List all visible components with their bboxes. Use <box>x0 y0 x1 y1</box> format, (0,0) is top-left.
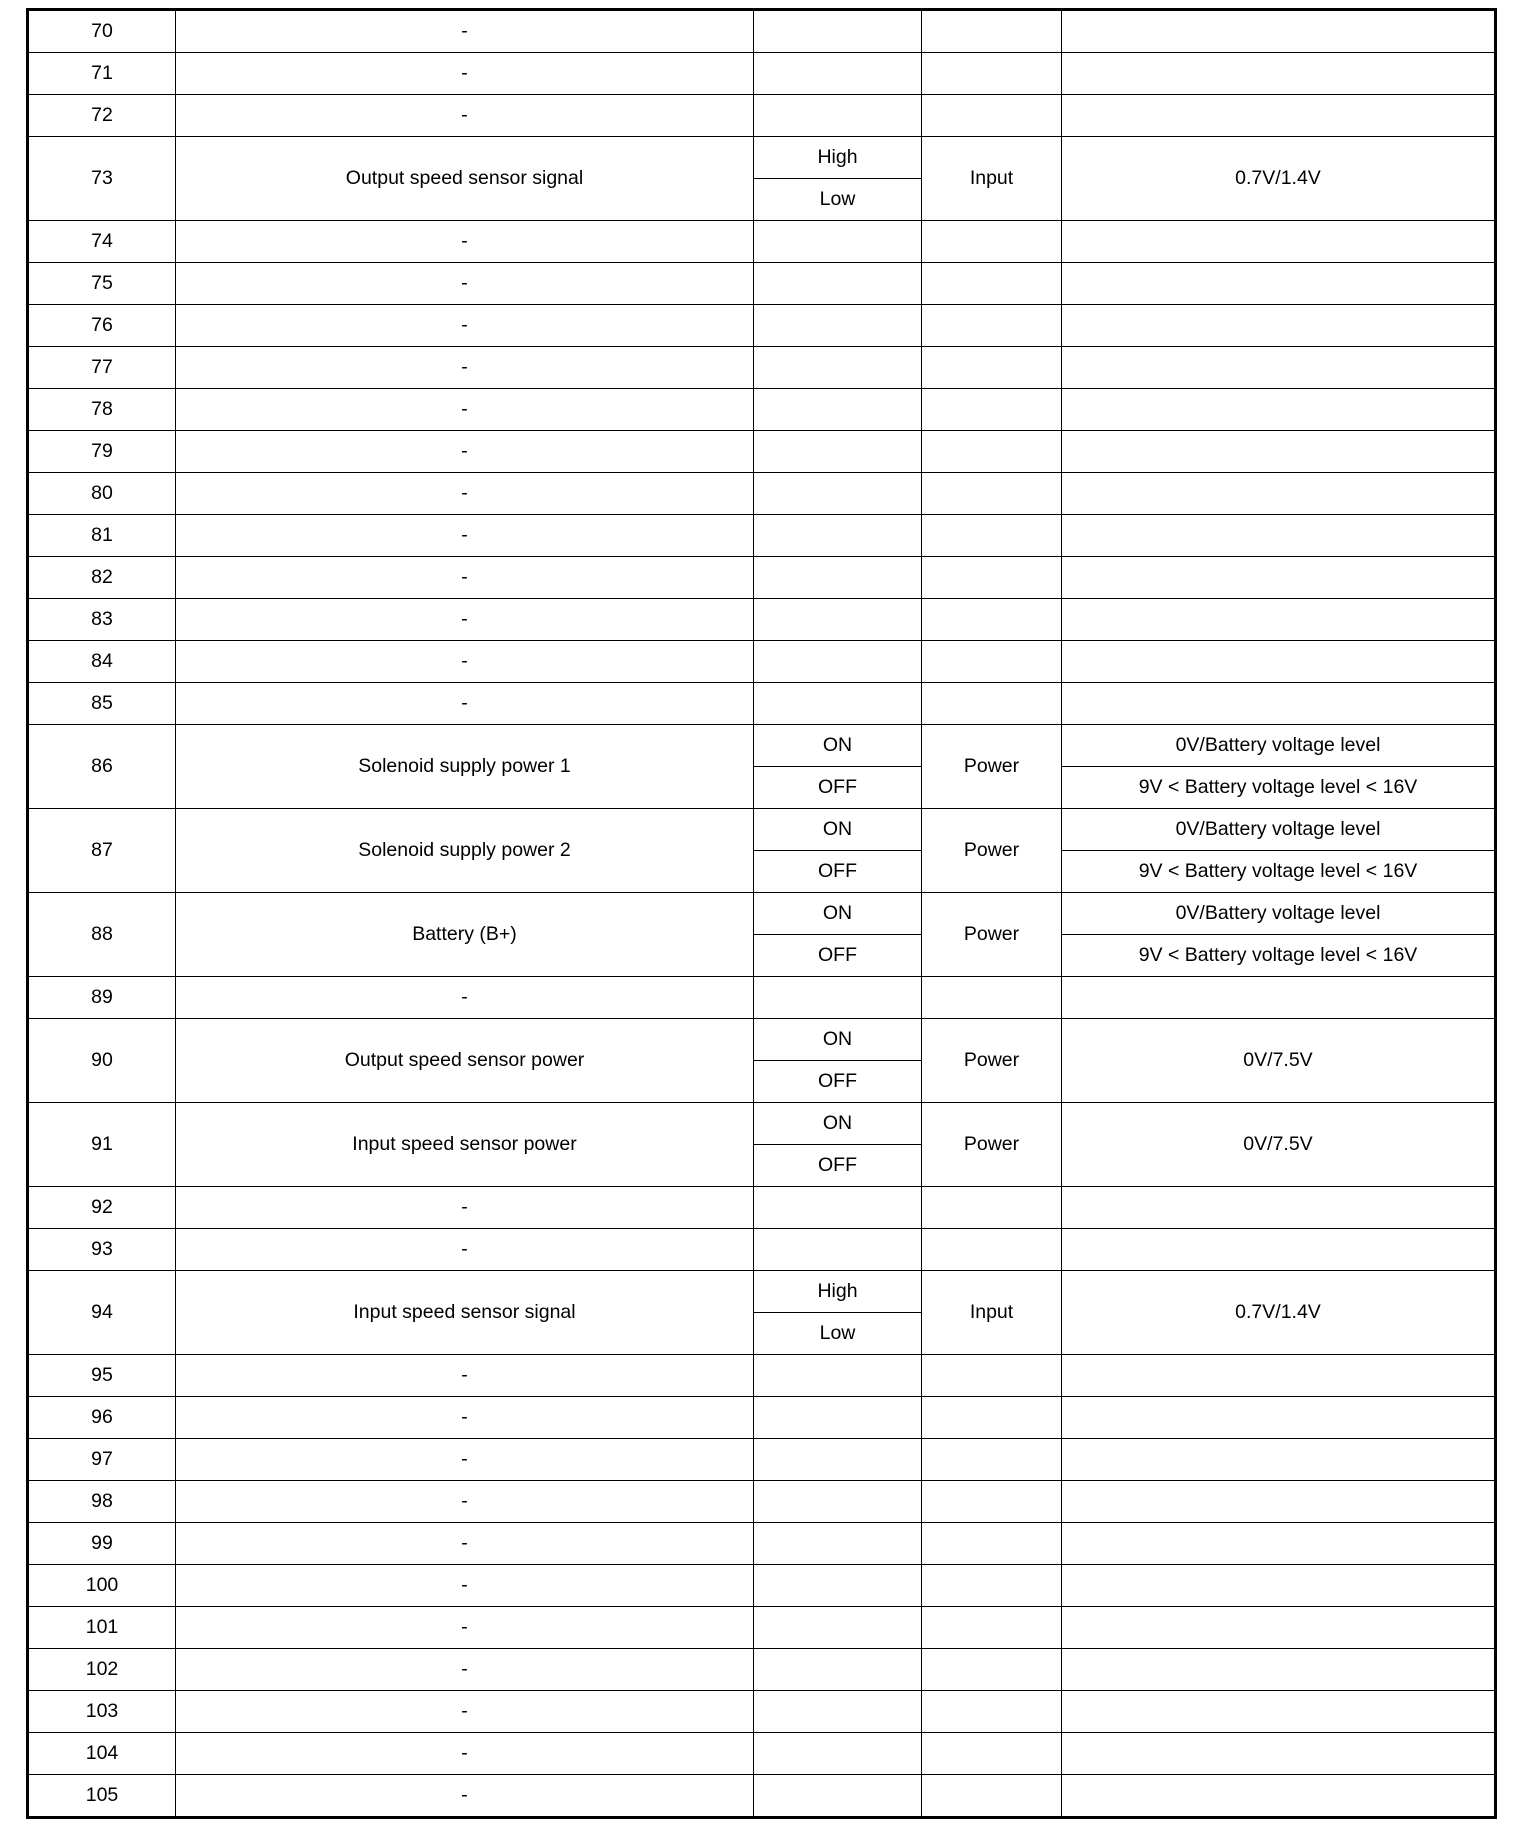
description-cell: - <box>176 221 754 263</box>
description-cell: Battery (B+) <box>176 893 754 977</box>
type-cell <box>922 221 1062 263</box>
description-cell: - <box>176 305 754 347</box>
pin-number-cell: 99 <box>28 1523 176 1565</box>
description-cell: - <box>176 599 754 641</box>
state-cell <box>754 1397 922 1439</box>
table-row <box>28 221 1496 263</box>
type-cell: Input <box>922 137 1062 221</box>
description-cell: - <box>176 1187 754 1229</box>
pin-number-cell: 80 <box>28 473 176 515</box>
description-cell: Output speed sensor power <box>176 1019 754 1103</box>
table-row <box>28 1649 1496 1691</box>
pin-number-cell: 90 <box>28 1019 176 1103</box>
table-row <box>28 137 1496 179</box>
value-cell: 0.7V/1.4V <box>1062 1271 1496 1355</box>
state-cell <box>754 683 922 725</box>
pin-number-cell: 86 <box>28 725 176 809</box>
pin-number-cell: 93 <box>28 1229 176 1271</box>
description-cell: - <box>176 1523 754 1565</box>
description-cell: - <box>176 1733 754 1775</box>
value-cell: 0V/Battery voltage level <box>1062 893 1496 935</box>
description-cell: - <box>176 263 754 305</box>
value-cell <box>1062 1523 1496 1565</box>
table-row <box>28 1607 1496 1649</box>
pin-number-cell: 85 <box>28 683 176 725</box>
table-row <box>28 725 1496 767</box>
pin-number-cell: 94 <box>28 1271 176 1355</box>
description-cell: - <box>176 389 754 431</box>
description-cell: - <box>176 53 754 95</box>
type-cell: Power <box>922 1019 1062 1103</box>
state-cell <box>754 1607 922 1649</box>
description-cell: - <box>176 431 754 473</box>
description-cell: - <box>176 1565 754 1607</box>
pin-number-cell: 103 <box>28 1691 176 1733</box>
pin-number-cell: 77 <box>28 347 176 389</box>
table-row <box>28 10 1496 53</box>
table-row <box>28 305 1496 347</box>
state-cell <box>754 1229 922 1271</box>
description-cell: - <box>176 95 754 137</box>
value-cell <box>1062 599 1496 641</box>
state-cell: High <box>754 137 922 179</box>
value-cell: 0V/7.5V <box>1062 1103 1496 1187</box>
type-cell: Input <box>922 1271 1062 1355</box>
state-cell <box>754 599 922 641</box>
description-cell: - <box>176 1229 754 1271</box>
type-cell <box>922 95 1062 137</box>
type-cell <box>922 1607 1062 1649</box>
description-cell: - <box>176 10 754 53</box>
description-cell: - <box>176 473 754 515</box>
value-cell <box>1062 1691 1496 1733</box>
description-cell: - <box>176 347 754 389</box>
value-cell <box>1062 347 1496 389</box>
type-cell <box>922 557 1062 599</box>
table-row <box>28 977 1496 1019</box>
pin-number-cell: 78 <box>28 389 176 431</box>
table-row <box>28 683 1496 725</box>
type-cell <box>922 305 1062 347</box>
state-cell <box>754 389 922 431</box>
value-cell <box>1062 10 1496 53</box>
state-cell <box>754 641 922 683</box>
type-cell <box>922 1187 1062 1229</box>
description-cell: Input speed sensor power <box>176 1103 754 1187</box>
state-cell: High <box>754 1271 922 1313</box>
value-cell <box>1062 1229 1496 1271</box>
state-cell <box>754 347 922 389</box>
type-cell <box>922 473 1062 515</box>
description-cell: - <box>176 557 754 599</box>
state-cell: ON <box>754 725 922 767</box>
description-cell: - <box>176 1607 754 1649</box>
table-row <box>28 599 1496 641</box>
table-row <box>28 1019 1496 1061</box>
state-cell: OFF <box>754 1145 922 1187</box>
value-cell <box>1062 1355 1496 1397</box>
table-row <box>28 893 1496 935</box>
state-cell <box>754 53 922 95</box>
state-cell <box>754 95 922 137</box>
state-cell <box>754 1691 922 1733</box>
value-cell <box>1062 1439 1496 1481</box>
state-cell <box>754 557 922 599</box>
value-cell <box>1062 1775 1496 1818</box>
state-cell: OFF <box>754 1061 922 1103</box>
state-cell: ON <box>754 1103 922 1145</box>
type-cell <box>922 1691 1062 1733</box>
description-cell: - <box>176 683 754 725</box>
value-cell <box>1062 515 1496 557</box>
state-cell <box>754 1523 922 1565</box>
pin-number-cell: 92 <box>28 1187 176 1229</box>
value-cell: 0.7V/1.4V <box>1062 137 1496 221</box>
type-cell <box>922 1229 1062 1271</box>
value-cell <box>1062 977 1496 1019</box>
value-cell <box>1062 1607 1496 1649</box>
state-cell <box>754 515 922 557</box>
value-cell <box>1062 53 1496 95</box>
table-row <box>28 347 1496 389</box>
value-cell <box>1062 641 1496 683</box>
value-cell: 9V < Battery voltage level < 16V <box>1062 935 1496 977</box>
pin-number-cell: 72 <box>28 95 176 137</box>
table-row <box>28 809 1496 851</box>
type-cell <box>922 1523 1062 1565</box>
pin-number-cell: 102 <box>28 1649 176 1691</box>
description-cell: - <box>176 1355 754 1397</box>
table-body <box>28 10 1496 1818</box>
type-cell <box>922 1733 1062 1775</box>
value-cell <box>1062 1733 1496 1775</box>
value-cell: 0V/7.5V <box>1062 1019 1496 1103</box>
type-cell <box>922 977 1062 1019</box>
pin-number-cell: 74 <box>28 221 176 263</box>
state-cell <box>754 1481 922 1523</box>
pin-number-cell: 83 <box>28 599 176 641</box>
type-cell <box>922 515 1062 557</box>
value-cell <box>1062 431 1496 473</box>
description-cell: Solenoid supply power 2 <box>176 809 754 893</box>
pin-number-cell: 95 <box>28 1355 176 1397</box>
pin-number-cell: 81 <box>28 515 176 557</box>
description-cell: - <box>176 1481 754 1523</box>
state-cell <box>754 1187 922 1229</box>
pin-number-cell: 84 <box>28 641 176 683</box>
table-row <box>28 95 1496 137</box>
type-cell <box>922 10 1062 53</box>
pin-number-cell: 96 <box>28 1397 176 1439</box>
state-cell <box>754 473 922 515</box>
value-cell: 9V < Battery voltage level < 16V <box>1062 851 1496 893</box>
state-cell <box>754 1649 922 1691</box>
value-cell <box>1062 683 1496 725</box>
table-row <box>28 641 1496 683</box>
state-cell <box>754 1565 922 1607</box>
pin-number-cell: 73 <box>28 137 176 221</box>
pin-number-cell: 105 <box>28 1775 176 1818</box>
state-cell <box>754 221 922 263</box>
pin-number-cell: 89 <box>28 977 176 1019</box>
pin-number-cell: 75 <box>28 263 176 305</box>
table-row <box>28 263 1496 305</box>
state-cell <box>754 1355 922 1397</box>
type-cell <box>922 1397 1062 1439</box>
description-cell: - <box>176 1397 754 1439</box>
description-cell: - <box>176 977 754 1019</box>
type-cell <box>922 389 1062 431</box>
description-cell: Solenoid supply power 1 <box>176 725 754 809</box>
pin-number-cell: 101 <box>28 1607 176 1649</box>
table-row <box>28 1523 1496 1565</box>
type-cell <box>922 347 1062 389</box>
table-row <box>28 1397 1496 1439</box>
pin-number-cell: 76 <box>28 305 176 347</box>
type-cell <box>922 599 1062 641</box>
type-cell <box>922 431 1062 473</box>
value-cell <box>1062 389 1496 431</box>
state-cell: Low <box>754 179 922 221</box>
value-cell <box>1062 1481 1496 1523</box>
state-cell: ON <box>754 893 922 935</box>
type-cell <box>922 1481 1062 1523</box>
type-cell <box>922 1649 1062 1691</box>
table-row <box>28 1733 1496 1775</box>
value-cell <box>1062 1565 1496 1607</box>
state-cell: ON <box>754 1019 922 1061</box>
value-cell: 9V < Battery voltage level < 16V <box>1062 767 1496 809</box>
state-cell <box>754 263 922 305</box>
state-cell <box>754 977 922 1019</box>
description-cell: - <box>176 1439 754 1481</box>
type-cell: Power <box>922 725 1062 809</box>
description-cell: - <box>176 515 754 557</box>
table-row <box>28 1229 1496 1271</box>
state-cell: ON <box>754 809 922 851</box>
pin-number-cell: 71 <box>28 53 176 95</box>
pin-number-cell: 82 <box>28 557 176 599</box>
table-row <box>28 1355 1496 1397</box>
table-row <box>28 1565 1496 1607</box>
pin-number-cell: 91 <box>28 1103 176 1187</box>
type-cell <box>922 263 1062 305</box>
description-cell: - <box>176 1691 754 1733</box>
value-cell <box>1062 305 1496 347</box>
type-cell: Power <box>922 809 1062 893</box>
value-cell <box>1062 1649 1496 1691</box>
pin-number-cell: 88 <box>28 893 176 977</box>
pin-assignment-table <box>26 8 1497 1819</box>
state-cell <box>754 1733 922 1775</box>
description-cell: - <box>176 1775 754 1818</box>
pin-number-cell: 97 <box>28 1439 176 1481</box>
type-cell <box>922 1439 1062 1481</box>
type-cell: Power <box>922 1103 1062 1187</box>
description-cell: - <box>176 641 754 683</box>
pin-number-cell: 100 <box>28 1565 176 1607</box>
table-row <box>28 389 1496 431</box>
value-cell <box>1062 1187 1496 1229</box>
table-row <box>28 1691 1496 1733</box>
table-row <box>28 1775 1496 1818</box>
state-cell: OFF <box>754 767 922 809</box>
state-cell <box>754 305 922 347</box>
state-cell <box>754 431 922 473</box>
value-cell <box>1062 263 1496 305</box>
table-row <box>28 1481 1496 1523</box>
value-cell <box>1062 221 1496 263</box>
type-cell <box>922 53 1062 95</box>
type-cell <box>922 1355 1062 1397</box>
table-row <box>28 1187 1496 1229</box>
pin-number-cell: 79 <box>28 431 176 473</box>
description-cell: - <box>176 1649 754 1691</box>
pin-number-cell: 87 <box>28 809 176 893</box>
type-cell <box>922 683 1062 725</box>
state-cell: Low <box>754 1313 922 1355</box>
value-cell <box>1062 473 1496 515</box>
pin-number-cell: 104 <box>28 1733 176 1775</box>
value-cell <box>1062 557 1496 599</box>
type-cell <box>922 1775 1062 1818</box>
type-cell <box>922 1565 1062 1607</box>
table-row <box>28 515 1496 557</box>
table-row <box>28 431 1496 473</box>
table-row <box>28 557 1496 599</box>
table-row <box>28 53 1496 95</box>
description-cell: Input speed sensor signal <box>176 1271 754 1355</box>
pin-number-cell: 70 <box>28 10 176 53</box>
state-cell <box>754 10 922 53</box>
state-cell: OFF <box>754 935 922 977</box>
value-cell <box>1062 1397 1496 1439</box>
table-row <box>28 473 1496 515</box>
state-cell: OFF <box>754 851 922 893</box>
description-cell: Output speed sensor signal <box>176 137 754 221</box>
table-row <box>28 1103 1496 1145</box>
type-cell: Power <box>922 893 1062 977</box>
value-cell: 0V/Battery voltage level <box>1062 809 1496 851</box>
table-row <box>28 1271 1496 1313</box>
state-cell <box>754 1439 922 1481</box>
state-cell <box>754 1775 922 1818</box>
type-cell <box>922 641 1062 683</box>
pin-number-cell: 98 <box>28 1481 176 1523</box>
table-row <box>28 1439 1496 1481</box>
value-cell <box>1062 95 1496 137</box>
value-cell: 0V/Battery voltage level <box>1062 725 1496 767</box>
